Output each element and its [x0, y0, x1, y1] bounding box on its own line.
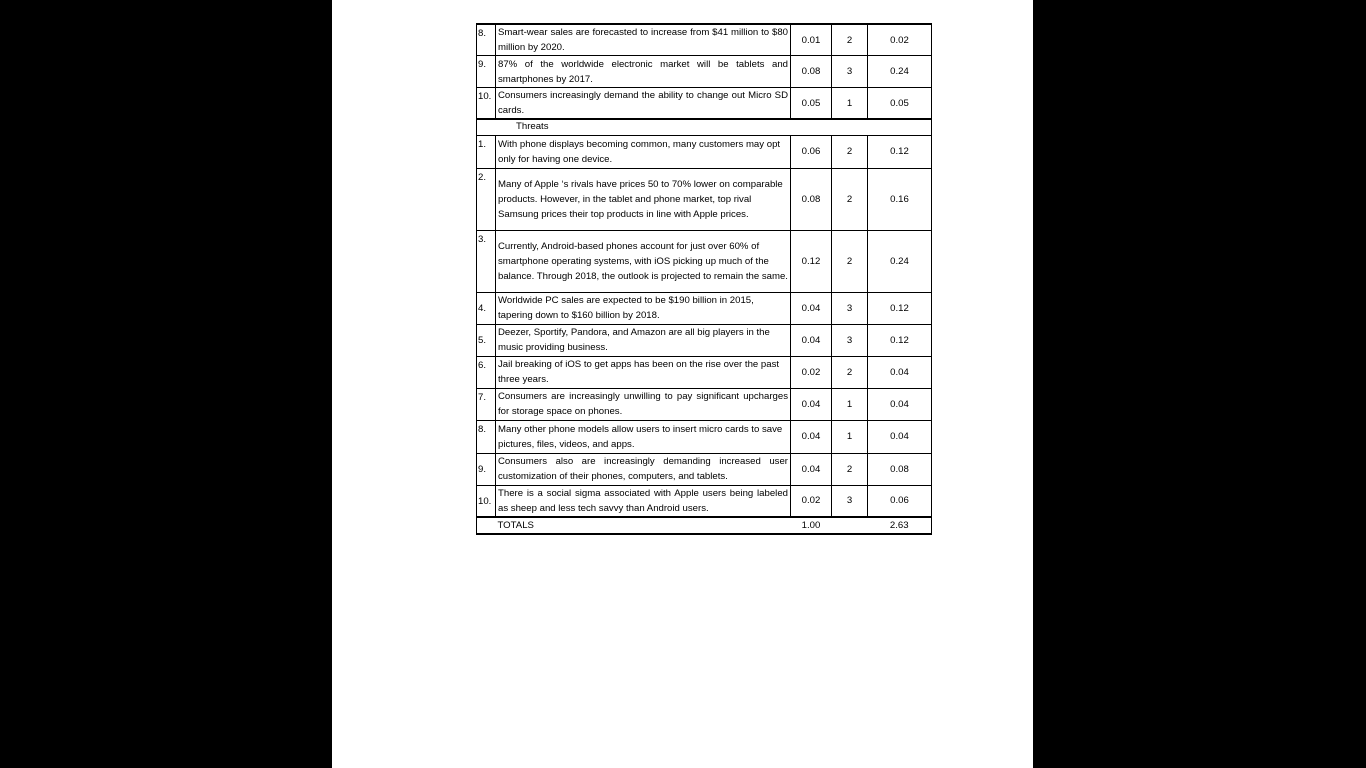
weight-cell: 0.02 [791, 485, 832, 517]
rating-cell: 1 [832, 88, 868, 120]
score-cell: 0.04 [868, 388, 932, 420]
table-row [477, 453, 932, 485]
table-row [477, 56, 932, 88]
factor-text: Worldwide PC sales are expected to be $190 billion in 2015, tapering down to $160 billion by 2018. [496, 292, 791, 324]
totals-score: 2.63 [868, 517, 932, 534]
score-cell: 0.04 [868, 356, 932, 388]
table-row [477, 324, 932, 356]
factor-text: Jail breaking of iOS to get apps has been on the rise over the past three years. [496, 356, 791, 388]
factor-text: Deezer, Sportify, Pandora, and Amazon are all big players in the music providing business. [496, 324, 791, 356]
weight-cell: 0.08 [791, 168, 832, 230]
table-row [477, 388, 932, 420]
row-number: 4. [477, 292, 496, 324]
rating-cell: 2 [832, 356, 868, 388]
weight-cell: 0.02 [791, 356, 832, 388]
weight-cell: 0.04 [791, 453, 832, 485]
score-cell: 0.12 [868, 292, 932, 324]
efe-matrix-table [476, 23, 932, 535]
weight-cell: 0.04 [791, 388, 832, 420]
rating-cell: 3 [832, 485, 868, 517]
weight-cell: 0.08 [791, 56, 832, 88]
row-number: 8. [477, 24, 496, 56]
score-cell: 0.16 [868, 168, 932, 230]
factor-text: Many of Apple ‘s rivals have prices 50 to 70% lower on comparable products. However, in the tablet and phone market, top rival Samsung prices their top products in line with Apple prices. [496, 168, 791, 230]
totals-label: TOTALS [496, 517, 791, 534]
rating-cell: 2 [832, 453, 868, 485]
rating-cell: 1 [832, 420, 868, 453]
rating-cell: 1 [832, 388, 868, 420]
weight-cell: 0.04 [791, 292, 832, 324]
table-row [477, 230, 932, 292]
weight-cell: 0.06 [791, 135, 832, 168]
document-page [332, 0, 1033, 768]
score-cell: 0.24 [868, 230, 932, 292]
table-row [477, 356, 932, 388]
factor-text: There is a social sigma associated with Apple users being labeled as sheep and less tech savvy than Android users. [496, 485, 791, 517]
weight-cell: 0.04 [791, 324, 832, 356]
table-row [477, 292, 932, 324]
table-row [477, 168, 932, 230]
rating-cell: 2 [832, 24, 868, 56]
threats-heading: Threats [477, 119, 932, 135]
weight-cell: 0.01 [791, 24, 832, 56]
factor-text: Currently, Android-based phones account for just over 60% of smartphone operating systems, with iOS picking up much of the balance. Through 2018, the outlook is projected to remain the same. [496, 230, 791, 292]
rating-cell: 3 [832, 292, 868, 324]
factor-text: 87% of the worldwide electronic market will be tablets and smartphones by 2017. [496, 56, 791, 88]
row-number: 9. [477, 453, 496, 485]
score-cell: 0.05 [868, 88, 932, 120]
rating-cell: 2 [832, 168, 868, 230]
row-number: 10. [477, 485, 496, 517]
rating-cell: 3 [832, 56, 868, 88]
score-cell: 0.12 [868, 324, 932, 356]
row-number: 3. [477, 230, 496, 292]
table-row [477, 485, 932, 517]
score-cell: 0.06 [868, 485, 932, 517]
table-row [477, 420, 932, 453]
row-number: 7. [477, 388, 496, 420]
factor-text: Smart-wear sales are forecasted to increase from $41 million to $80 million by 2020. [496, 24, 791, 56]
score-cell: 0.04 [868, 420, 932, 453]
row-number: 6. [477, 356, 496, 388]
weight-cell: 0.04 [791, 420, 832, 453]
table-row [477, 135, 932, 168]
totals-rating-empty [832, 517, 868, 534]
factor-text: Consumers increasingly demand the ability to change out Micro SD cards. [496, 88, 791, 120]
table-row [477, 88, 932, 120]
row-number: 8. [477, 420, 496, 453]
row-number: 2. [477, 168, 496, 230]
table-row [477, 24, 932, 56]
section-header-row [477, 119, 932, 135]
rating-cell: 2 [832, 230, 868, 292]
factor-text: With phone displays becoming common, many customers may opt only for having one device. [496, 135, 791, 168]
score-cell: 0.12 [868, 135, 932, 168]
weight-cell: 0.12 [791, 230, 832, 292]
factor-text: Consumers also are increasingly demanding increased user customization of their phones, computers, and tablets. [496, 453, 791, 485]
rating-cell: 2 [832, 135, 868, 168]
score-cell: 0.08 [868, 453, 932, 485]
totals-row [477, 517, 932, 534]
totals-weight: 1.00 [791, 517, 832, 534]
factor-text: Many other phone models allow users to insert micro cards to save pictures, files, videos, and apps. [496, 420, 791, 453]
row-number: 10. [477, 88, 496, 120]
totals-spacer [477, 517, 496, 534]
score-cell: 0.24 [868, 56, 932, 88]
row-number: 5. [477, 324, 496, 356]
row-number: 1. [477, 135, 496, 168]
rating-cell: 3 [832, 324, 868, 356]
row-number: 9. [477, 56, 496, 88]
factor-text: Consumers are increasingly unwilling to pay significant upcharges for storage space on phones. [496, 388, 791, 420]
score-cell: 0.02 [868, 24, 932, 56]
weight-cell: 0.05 [791, 88, 832, 120]
